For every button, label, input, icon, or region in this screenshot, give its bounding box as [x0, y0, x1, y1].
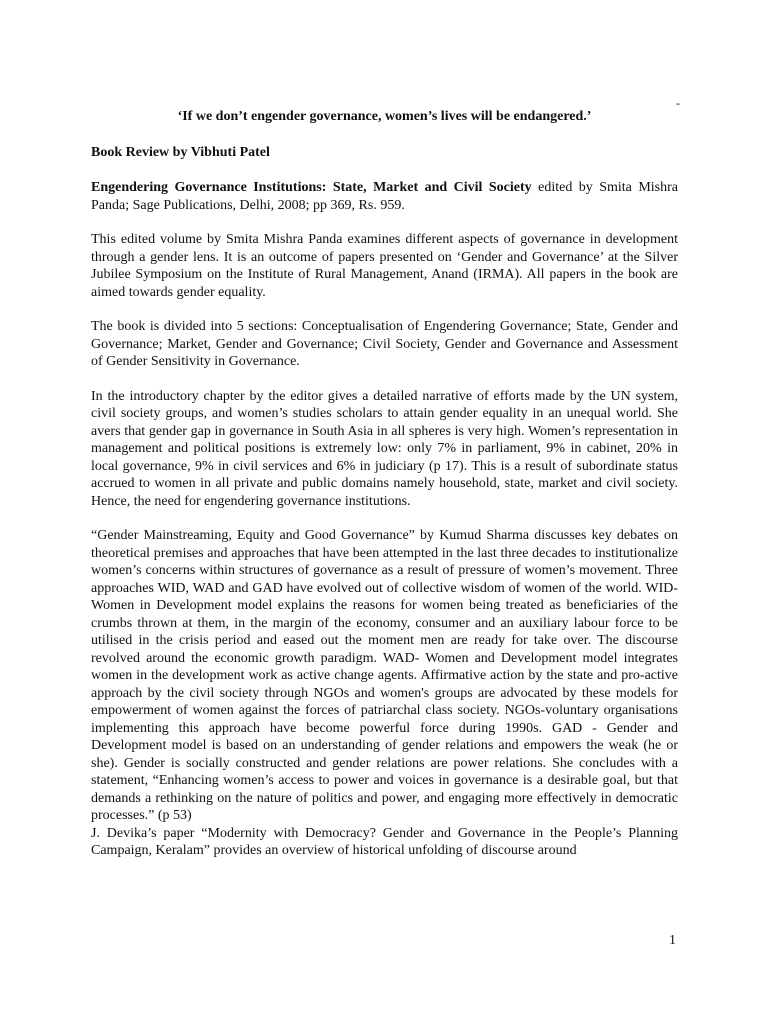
- paragraph-sections: The book is divided into 5 sections: Conceptualisation of Engendering Governance; State, Gender and Governance; Market, Gender and Governance; Civil Society, Gender and Governance and Assessment of Gender Sensitivity in Governance.: [91, 319, 678, 369]
- corner-mark: -: [676, 96, 680, 110]
- book-citation: [91, 179, 678, 214]
- document-body: [91, 108, 678, 860]
- paragraph-devika: J. Devika’s paper “Modernity with Democracy? Gender and Governance in the People’s Planning Campaign, Keralam” provides an overview of historical unfolding of discourse around: [91, 825, 678, 858]
- review-byline: Book Review by Vibhuti Patel: [91, 145, 270, 160]
- book-details: edited by Smita Mishra Panda; Sage Publications, Delhi, 2008; pp 369, Rs. 959.: [91, 180, 678, 213]
- book-title: Engendering Governance Institutions: State, Market and Civil Society: [91, 180, 532, 195]
- paragraph-intro: This edited volume by Smita Mishra Panda examines different aspects of governance in development through a gender lens. It is an outcome of papers presented on ‘Gender and Governance’ at the Silver Jubilee Symposium on the Institute of Rural Management, Anand (IRMA). All papers in the book are aimed towards gender equality.: [91, 232, 678, 300]
- page-title: ‘If we don’t engender governance, women’s lives will be endangered.’: [177, 109, 592, 124]
- paragraph-kumud-sharma: “Gender Mainstreaming, Equity and Good Governance” by Kumud Sharma discusses key debates on theoretical premises and approaches that have been attempted in the last three decades to institutionalize women’s concerns within structures of governance as a result of pressure of women’s movement. Three approaches WID, WAD and GAD have evolved out of collective wisdom of women of the world. WID- Women in Development model explains the reasons for women being treated as beneficiaries of the crumbs thrown at them, in the margin of the economy, consumer and an auxiliary labour force to be utilised in the crisis period and eased out the moment men are ready for take over. The discourse revolved around the economic growth paradigm. WAD- Women and Development model integrates women in the development work as active change agents. Affirmative action by the state and pro-active approach by the civil society through NGOs and women's groups are advocated by these models for empowerment of women against the forces of patriarchal class society. NGOs-voluntary organisations implementing this approach have become powerful force during 1990s. GAD - Gender and Development model is based on an understanding of gender relations and empowers the weak (he or she). Gender is socially constructed and gender relations are power relations. She concludes with a statement, “Enhancing women’s access to power and voices in governance is a desirable goal, but that demands a rethinking on the nature of politics and power, and engaging more effectively in democratic processes.” (p 53): [91, 528, 678, 823]
- page-number: 1: [669, 933, 676, 948]
- paragraph-introductory-chapter: In the introductory chapter by the editor gives a detailed narrative of efforts made by the UN system, civil society groups, and women’s studies scholars to attain gender equality in an unequal world. She avers that gender gap in governance in South Asia in all spheres is very high. Women’s representation in management and political positions is extremely low: only 7% in parliament, 9% in cabinet, 20% in local governance, 9% in civil services and 6% in judiciary (p 17). This is a result of subordinate status accrued to women in all private and public domains namely household, state, market and civil society. Hence, the need for engendering governance institutions.: [91, 388, 678, 509]
